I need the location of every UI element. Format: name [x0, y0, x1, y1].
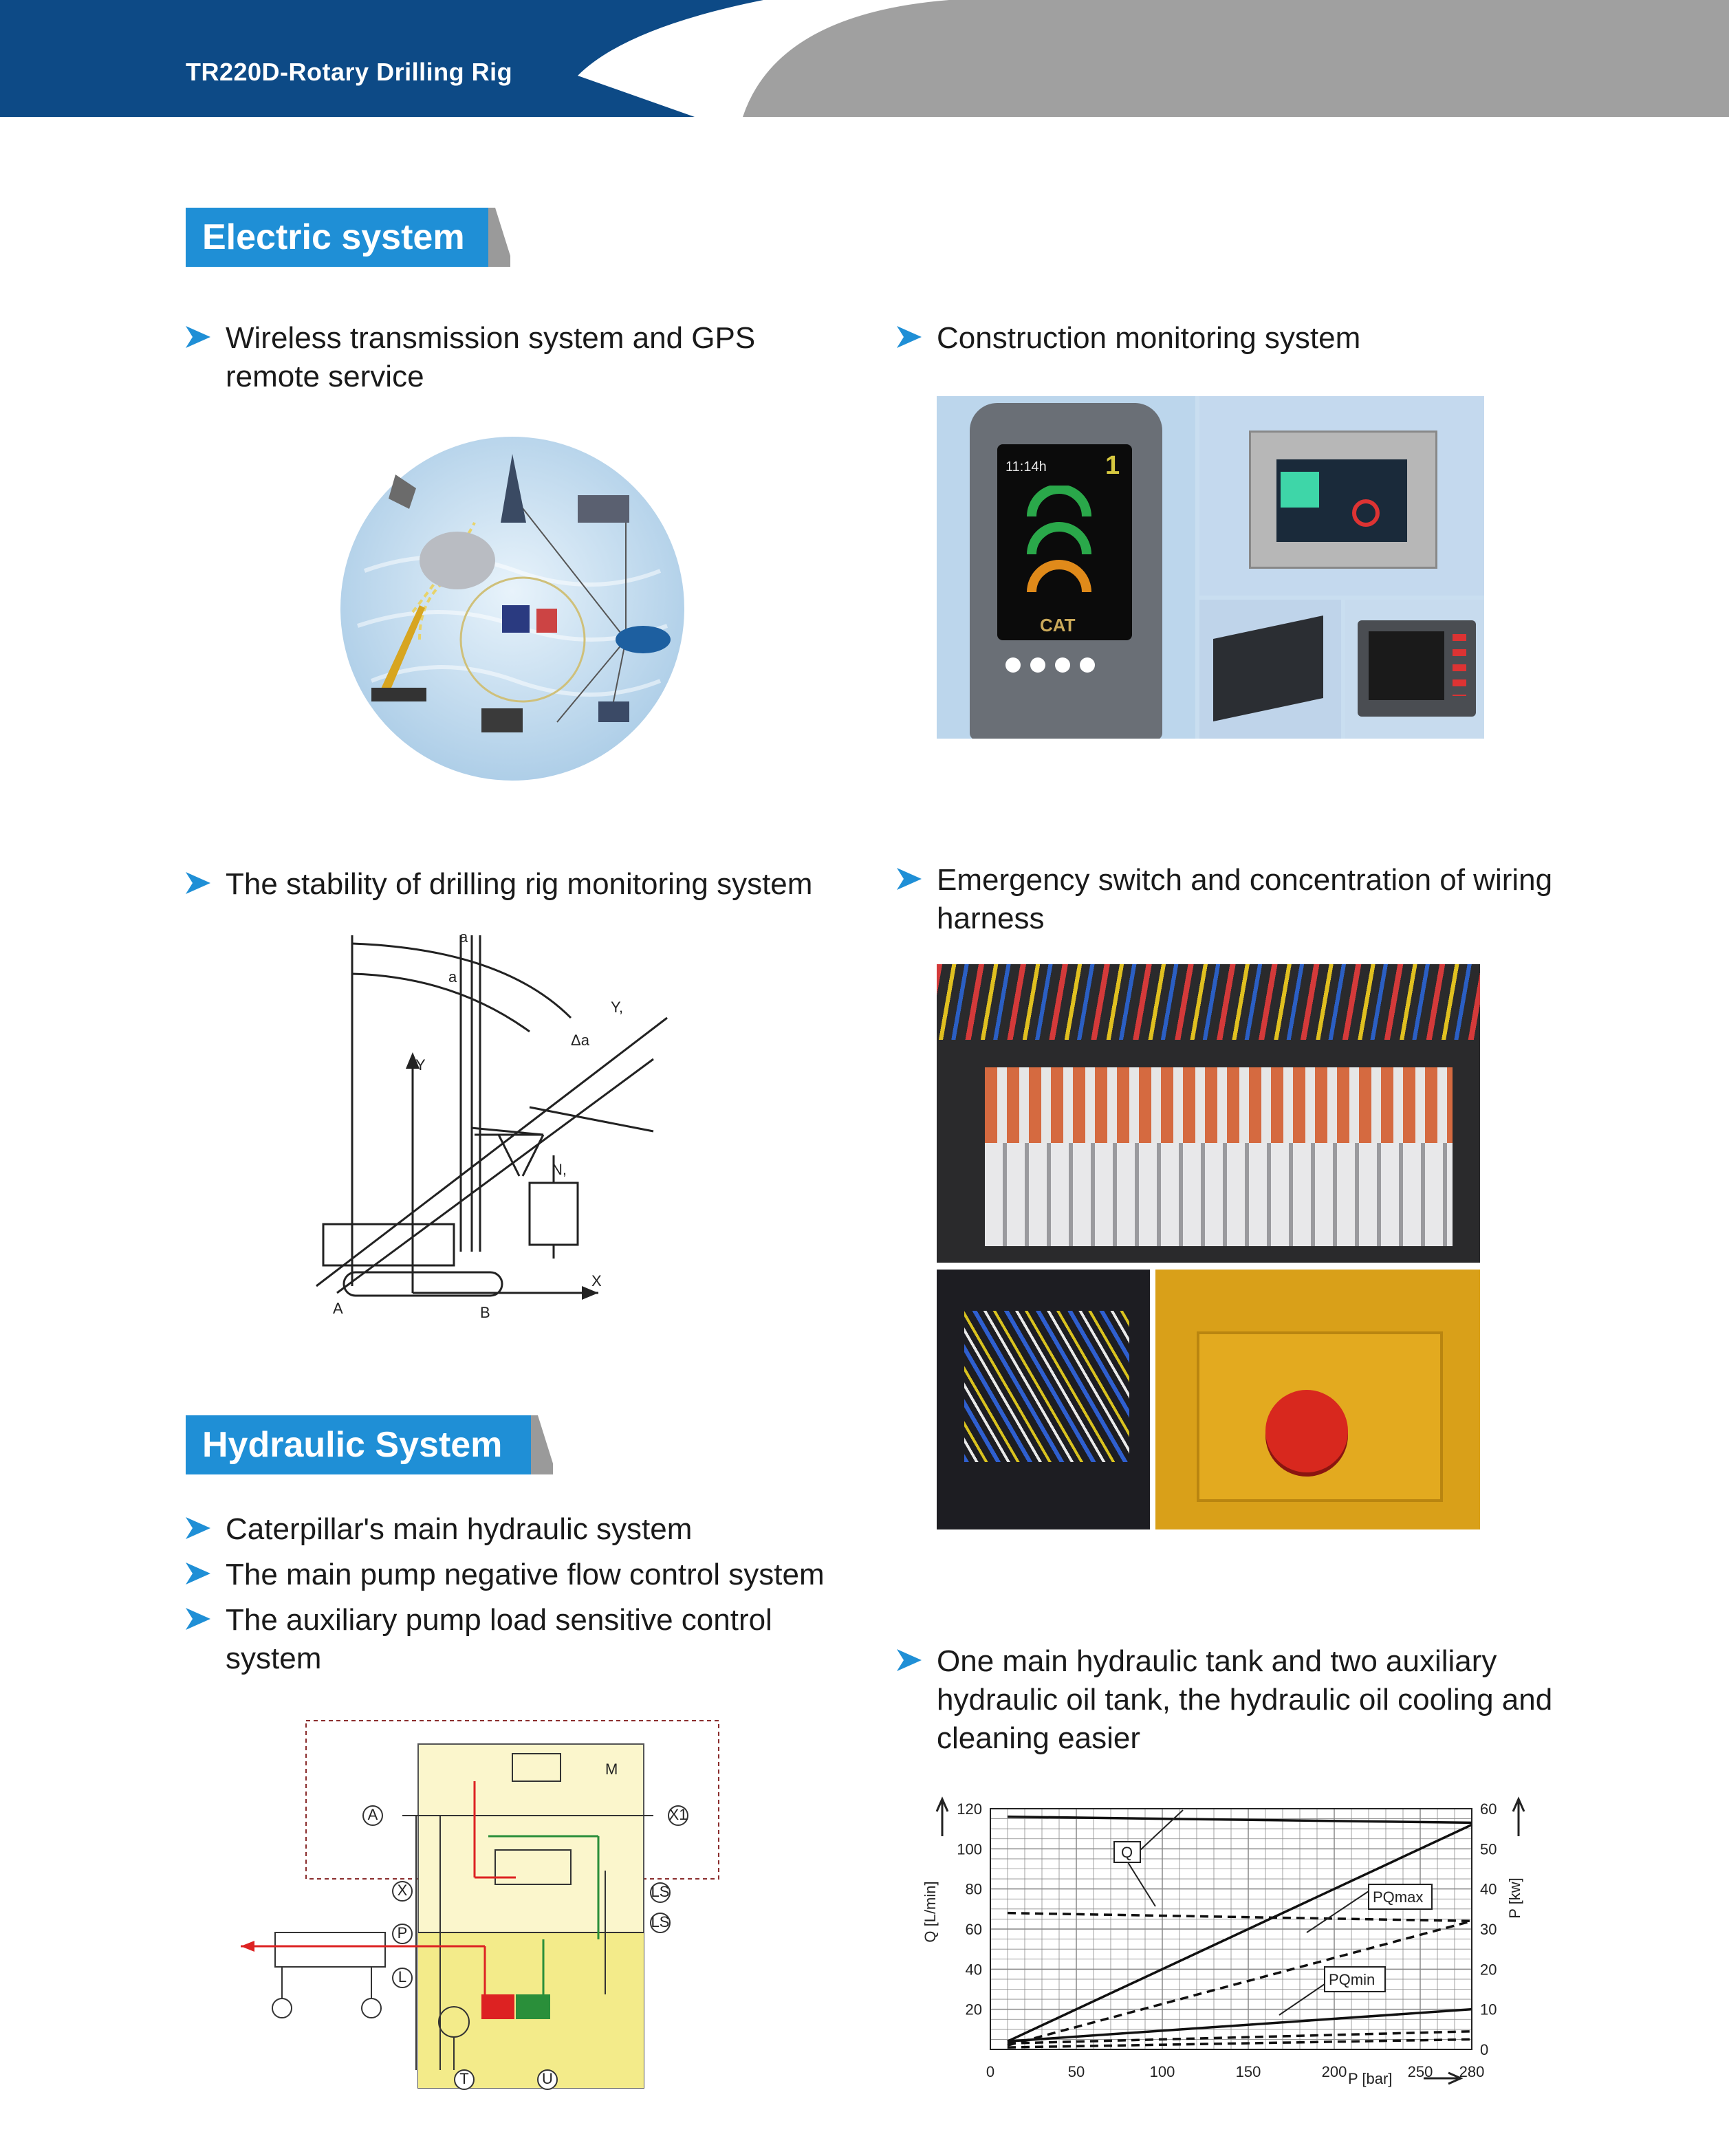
hydraulic-schematic: [241, 1712, 736, 2098]
bullet-arrow-icon: [184, 1605, 212, 1633]
leader-pqmin: [1279, 1984, 1325, 2015]
chart-label-q: Q: [1121, 1844, 1133, 1861]
schematic-label-m: M: [605, 1761, 618, 1778]
monitoring-photo-collage: [937, 396, 1484, 739]
office-icon: [502, 605, 530, 633]
x-tick-label: 100: [1149, 2063, 1175, 2080]
y-left-tick-label: 100: [957, 1840, 982, 1858]
y-right-tick-label: 50: [1480, 1840, 1497, 1858]
bullet-negative-flow: The main pump negative flow control system: [226, 1558, 825, 1591]
hydraulic-heading: Hydraulic System: [186, 1415, 536, 1474]
leader-q: [1140, 1810, 1183, 1850]
bullet-arrow-icon: [895, 323, 923, 351]
monitor-gauges: [1011, 486, 1121, 616]
monitor-keypad: [1005, 657, 1129, 678]
gps-network-illustration: [337, 433, 688, 784]
wiring-photo-collage: [937, 964, 1480, 1529]
controller-box-photo: [1199, 600, 1341, 739]
chart-label-pqmin: PQmin: [1329, 1971, 1375, 1988]
port-x: X: [397, 1882, 408, 1899]
port-a: A: [367, 1806, 378, 1823]
port-x1: X1: [668, 1806, 688, 1823]
x-tick-label: 150: [1235, 2063, 1261, 2080]
cat-monitor-photo: [937, 396, 1195, 739]
y-left-tick-label: 120: [957, 1800, 982, 1818]
globe-icon: [616, 626, 671, 653]
laptop-icon: [598, 701, 629, 722]
label-pqmax-box: [1369, 1884, 1432, 1909]
y-right-tick-label: 40: [1480, 1880, 1497, 1898]
chart-ylabel-right: P [kw]: [1506, 1877, 1523, 1919]
display-unit-photo: [1345, 600, 1484, 739]
heading-tab-shape: [488, 208, 510, 267]
server-icon: [536, 609, 557, 633]
monitor-brand: CAT: [1040, 615, 1076, 635]
x-tick-label: 0: [986, 2063, 995, 2080]
building-icon: [578, 495, 629, 523]
stability-label-b: B: [480, 1304, 490, 1321]
bullet-emergency-switch: Emergency switch and concentration of wiring harness: [937, 863, 1553, 935]
x-tick-label: 280: [1459, 2063, 1485, 2080]
bullet-wireless-gps: Wireless transmission system and GPS remote service: [226, 321, 756, 393]
bullet-hydraulic-tanks: One main hydraulic tank and two auxiliary hydraulic oil tank, the hydraulic oil cooling and cleaning easier: [937, 1644, 1553, 1755]
stability-label-n: N,: [552, 1161, 567, 1178]
bullet-arrow-icon: [184, 1514, 212, 1542]
y-right-tick-label: 0: [1480, 2041, 1489, 2058]
bullet-arrow-icon: [895, 865, 923, 893]
y-right-tick-label: 60: [1480, 1800, 1497, 1818]
port-t: T: [459, 2070, 469, 2087]
control-panel-photo: [1199, 396, 1484, 596]
stability-label-a2: a: [448, 968, 457, 986]
pump-characteristic-chart: [922, 1788, 1541, 2098]
chart-label-pqmax: PQmax: [1373, 1888, 1424, 1906]
y-left-tick-label: 80: [965, 1880, 982, 1898]
bullet-load-sensitive: The auxiliary pump load sensitive control system: [226, 1603, 772, 1675]
y-left-arrow-icon: [937, 1799, 948, 1836]
bullet-caterpillar-hydraulic: Caterpillar's main hydraulic system: [226, 1512, 693, 1546]
y-right-tick-label: 20: [1480, 1961, 1497, 1979]
stability-label-y: Y: [415, 1056, 426, 1074]
series-line-3: [1008, 1921, 1472, 2045]
stability-label-delta-a: Δa: [571, 1032, 589, 1049]
header-grey-band: [743, 0, 1729, 117]
port-p: P: [397, 1924, 408, 1941]
bullet-arrow-icon: [184, 323, 212, 351]
bullet-stability-monitoring: The stability of drilling rig monitoring system: [226, 867, 813, 901]
label-pqmin-box: [1325, 1967, 1385, 1992]
series-line-0: [1008, 1817, 1472, 1823]
port-l: L: [398, 1968, 407, 1985]
chart-ylabel-left: Q [L/min]: [922, 1881, 939, 1943]
terminal-block-photo: [937, 964, 1480, 1263]
monitor-gear: 1: [1105, 451, 1120, 480]
port-ls-2: LS: [651, 1913, 670, 1930]
y-left-tick-label: 40: [965, 1961, 982, 1979]
y-right-tick-label: 10: [1480, 2001, 1497, 2018]
emergency-stop-button-icon: [1265, 1390, 1348, 1472]
series-line-1: [1008, 1913, 1472, 1921]
label-q-box: [1114, 1842, 1140, 1862]
bullet-arrow-icon: [184, 1560, 212, 1587]
stability-diagram: [296, 928, 681, 1327]
y-left-tick-label: 60: [965, 1921, 982, 1938]
monitor-time: 11:14h: [1005, 459, 1047, 475]
stability-label-y-prime: Y,: [611, 999, 623, 1016]
x-tick-label: 200: [1321, 2063, 1347, 2080]
electric-heading: Electric system: [186, 208, 494, 267]
stability-label-x: X: [591, 1272, 602, 1289]
bullet-arrow-icon: [895, 1646, 923, 1674]
y-right-arrow-icon: [1513, 1799, 1524, 1836]
x-tick-label: 250: [1407, 2063, 1433, 2080]
port-ls-1: LS: [651, 1883, 670, 1900]
wiring-harness-photo: [937, 1270, 1150, 1529]
heading-tab-shape: [531, 1415, 553, 1474]
x-tick-label: 50: [1067, 2063, 1085, 2080]
y-right-tick-label: 30: [1480, 1921, 1497, 1938]
emergency-switch-photo: [1155, 1270, 1480, 1529]
port-u: U: [542, 2070, 553, 2087]
series-line-4: [1008, 2010, 1472, 2042]
stability-label-a: A: [333, 1300, 343, 1317]
stability-label-a1: a: [459, 928, 468, 946]
bullet-construction-monitoring: Construction monitoring system: [937, 321, 1361, 355]
chart-xlabel: P [bar]: [1348, 2070, 1393, 2087]
bullet-arrow-icon: [184, 869, 212, 897]
y-left-tick-label: 20: [965, 2001, 982, 2018]
header-title: TR220D-Rotary Drilling Rig: [186, 58, 513, 86]
computer-icon: [481, 708, 523, 732]
